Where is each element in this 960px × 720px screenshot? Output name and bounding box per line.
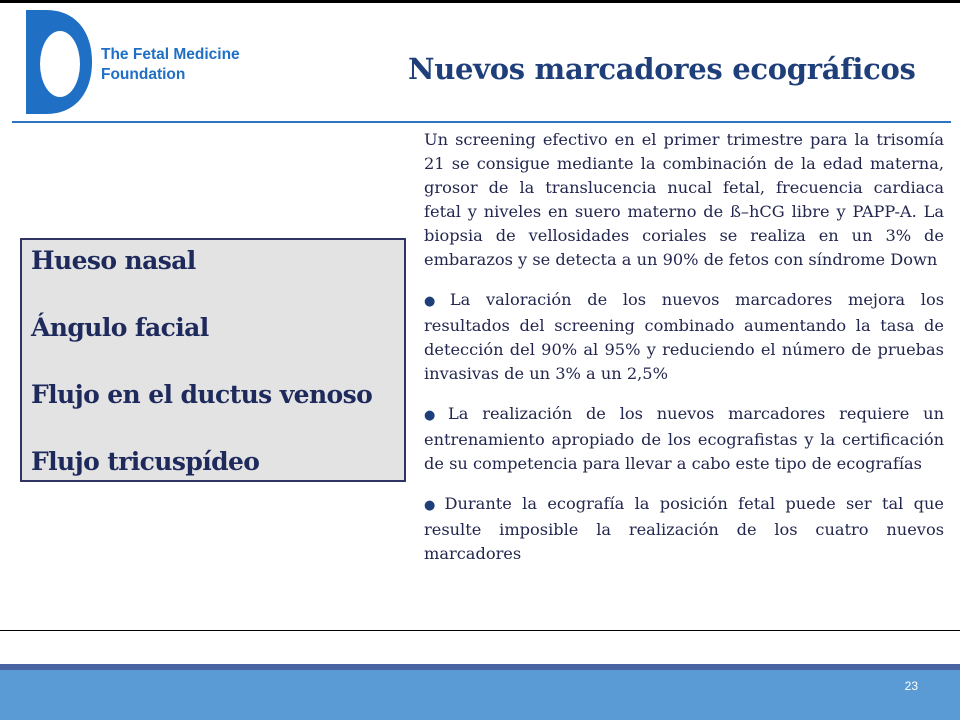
bullet-paragraph <box>424 492 944 566</box>
markers-box <box>20 238 406 482</box>
bullet-text: La valoración de los nuevos marcadores mejora los resultados del screening combinado aumentando la tasa de detección del 90% al 95% y reduciendo el número de pruebas invasivas de un 3% a un 2,5% <box>424 290 945 383</box>
body-text <box>424 128 944 582</box>
fmf-logo-icon <box>24 8 94 116</box>
title-divider <box>12 121 951 123</box>
footer-bar <box>0 664 960 720</box>
top-border <box>0 0 960 3</box>
bullet-icon: ● <box>424 294 446 309</box>
bullet-paragraph <box>424 288 944 386</box>
foundation-name-line1: The Fetal Medicine <box>101 46 240 63</box>
page-number: 23 <box>904 679 918 693</box>
slide-title: Nuevos marcadores ecográficos <box>408 52 916 86</box>
intro-paragraph: Un screening efectivo en el primer trimestre para la trisomía 21 se consigue mediante la combinación de la edad materna, grosor de la translucencia nucal fetal, frecuencia cardiaca fetal y niveles en suero materno de ß–hCG libre y PAPP-A. La biopsia de vellosidades coriales se realiza en un 3% de embarazos y se detecta a un 90% de fetos con síndrome Down <box>424 130 944 269</box>
bullet-text: La realización de los nuevos marcadores requiere un entrenamiento apropiado de los ecografistas y la certificación de su competencia para llevar a cabo este tipo de ecografías <box>424 404 945 473</box>
marker-item-facial-angle: Ángulo facial <box>31 313 209 342</box>
bullet-text: Durante la ecografía la posición fetal puede ser tal que resulte imposible la realización de los cuatro nuevos marcadores <box>424 494 944 563</box>
foundation-name-line2: Foundation <box>101 66 186 83</box>
marker-item-ductus-venosus: Flujo en el ductus venoso <box>31 380 373 409</box>
bullet-paragraph <box>424 402 944 476</box>
marker-item-nasal-bone: Hueso nasal <box>31 246 196 275</box>
bottom-border <box>0 630 960 631</box>
bullet-icon: ● <box>424 408 445 423</box>
bullet-icon: ● <box>424 498 441 513</box>
foundation-name <box>101 45 240 85</box>
marker-item-tricuspid-flow: Flujo tricuspídeo <box>31 447 260 476</box>
